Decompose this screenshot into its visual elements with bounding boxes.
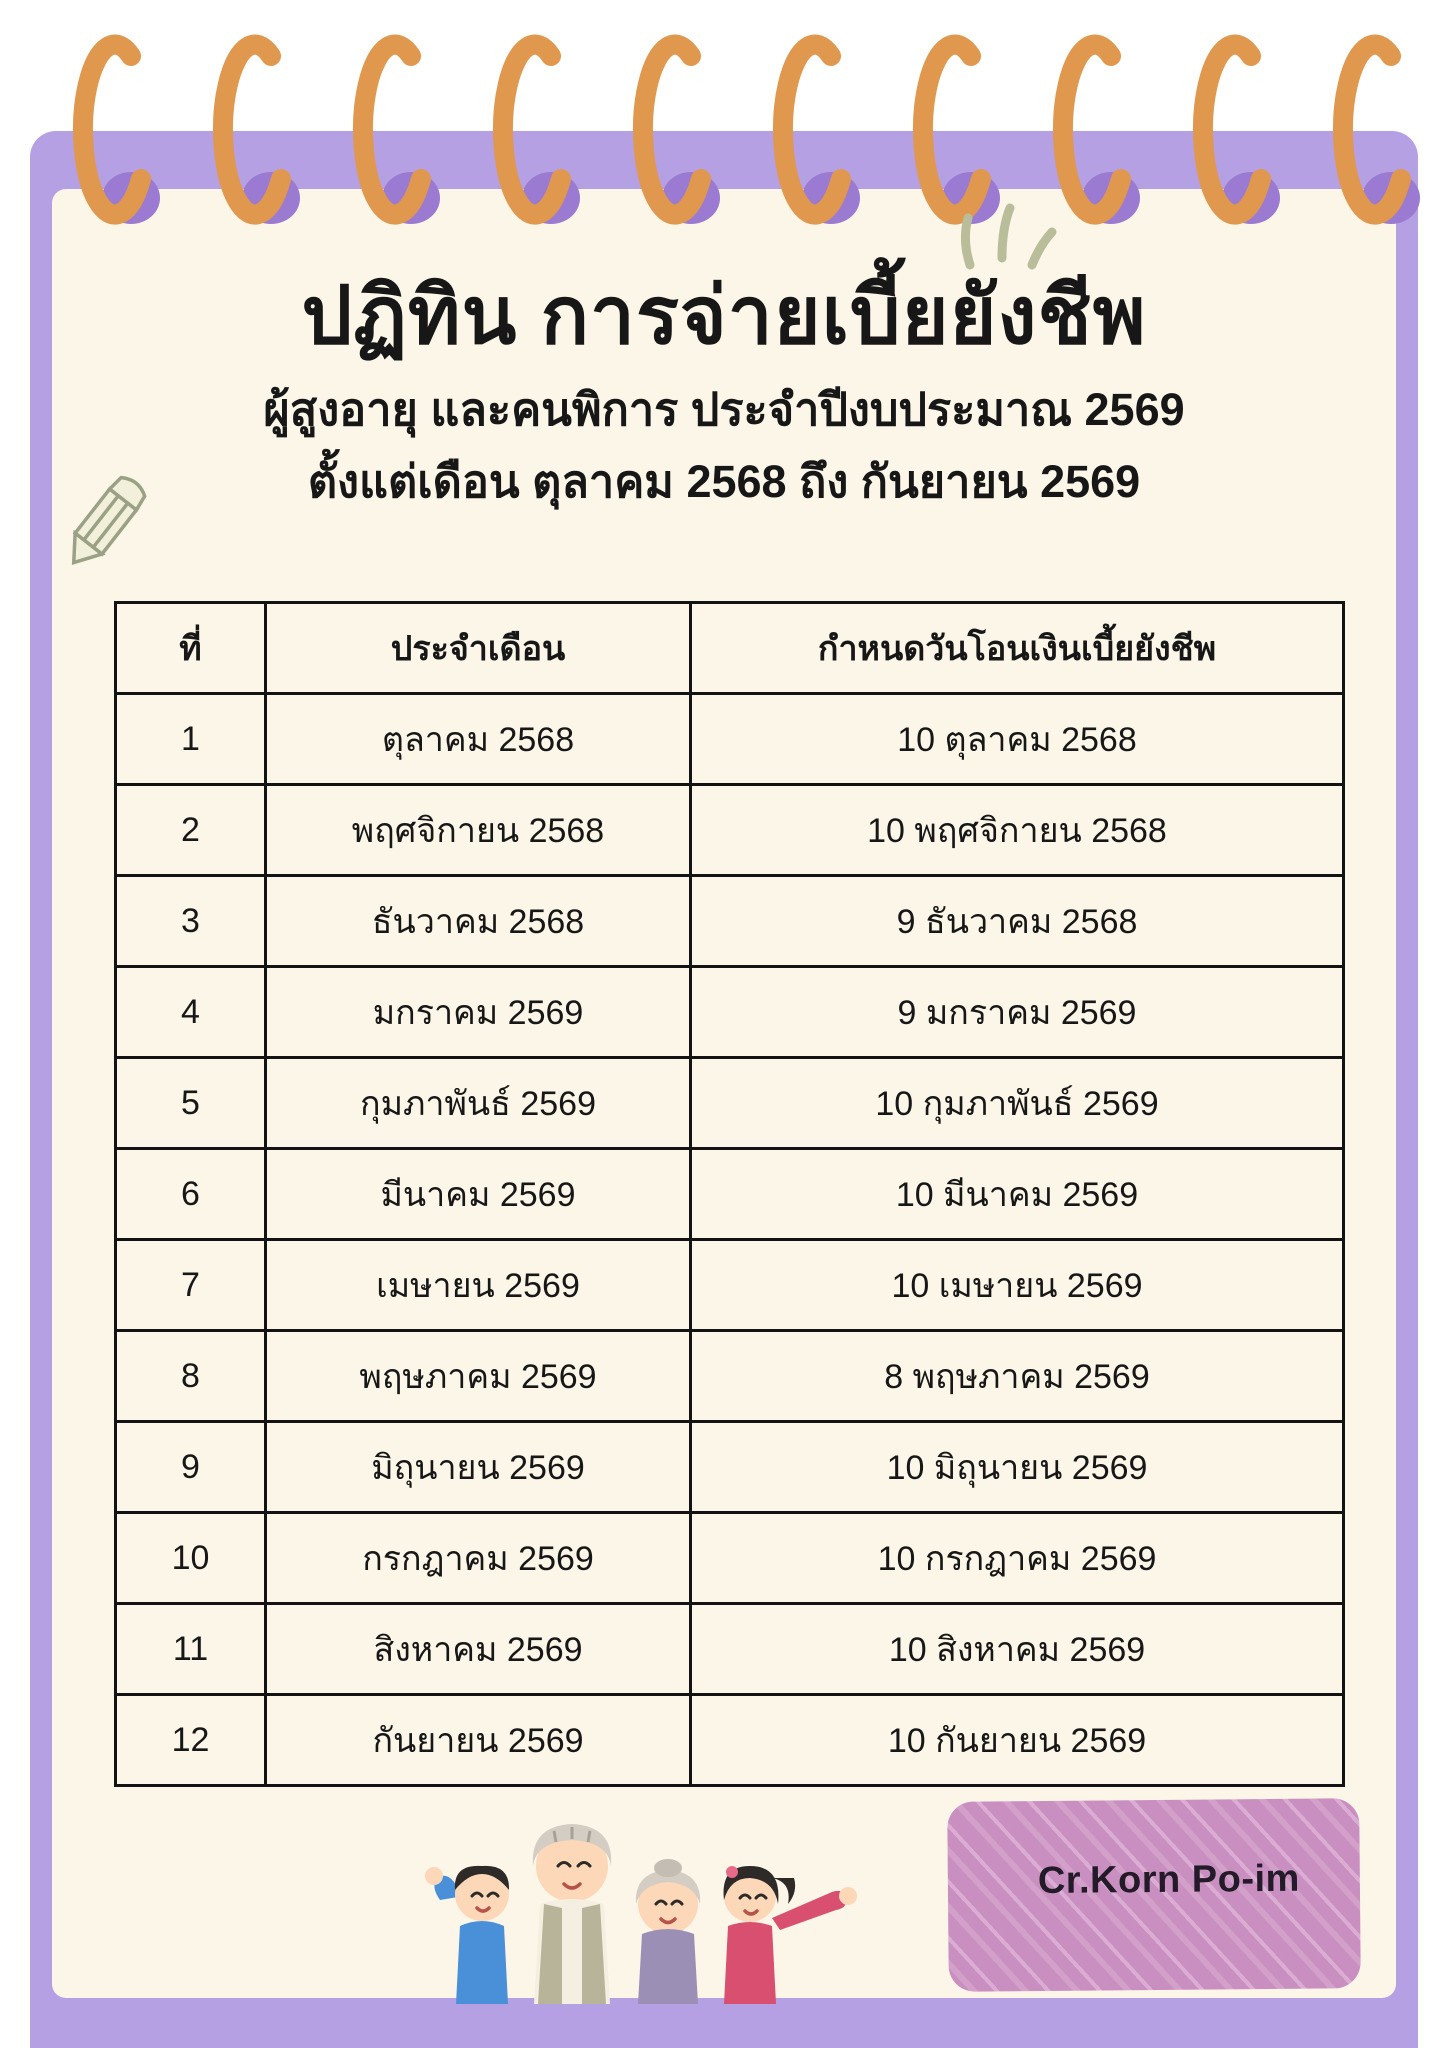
credit-text: Cr.Korn Po-im [1037, 1857, 1301, 1902]
month-cell: มกราคม 2569 [266, 967, 691, 1058]
month-cell: พฤศจิกายน 2568 [266, 785, 691, 876]
month-cell: กันยายน 2569 [266, 1695, 691, 1786]
transfer-date-cell: 9 มกราคม 2569 [691, 967, 1344, 1058]
grandmother-figure [636, 1859, 700, 2004]
transfer-date-cell: 8 พฤษภาคม 2569 [691, 1331, 1344, 1422]
credit-badge [947, 1798, 1361, 1992]
payment-schedule-table [114, 601, 1345, 1787]
girl-figure [724, 1866, 857, 2004]
row-number-cell: 3 [116, 876, 266, 967]
transfer-date-cell: 10 เมษายน 2569 [691, 1240, 1344, 1331]
boy-figure [425, 1866, 509, 2004]
row-number-cell: 1 [116, 694, 266, 785]
transfer-date-cell: 10 กรกฎาคม 2569 [691, 1513, 1344, 1604]
table-row [116, 1058, 1344, 1149]
row-number-cell: 9 [116, 1422, 266, 1513]
month-cell: สิงหาคม 2569 [266, 1604, 691, 1695]
month-cell: ธันวาคม 2568 [266, 876, 691, 967]
row-number-cell: 7 [116, 1240, 266, 1331]
page-title: ปฏิทิน การจ่ายเบี้ยยังชีพ [301, 271, 1147, 360]
row-number-cell: 4 [116, 967, 266, 1058]
transfer-date-cell: 10 กุมภาพันธ์ 2569 [691, 1058, 1344, 1149]
month-cell: กรกฎาคม 2569 [266, 1513, 691, 1604]
row-number-cell: 10 [116, 1513, 266, 1604]
transfer-date-cell: 10 สิงหาคม 2569 [691, 1604, 1344, 1695]
transfer-date-cell: 10 ตุลาคม 2568 [691, 694, 1344, 785]
grandfather-figure [533, 1824, 611, 2004]
table-row [116, 1240, 1344, 1331]
col-header-transfer-date: กำหนดวันโอนเงินเบี้ยยังชีพ [691, 603, 1344, 694]
month-cell: พฤษภาคม 2569 [266, 1331, 691, 1422]
row-number-cell: 5 [116, 1058, 266, 1149]
month-cell: กุมภาพันธ์ 2569 [266, 1058, 691, 1149]
row-number-cell: 12 [116, 1695, 266, 1786]
table-row [116, 694, 1344, 785]
col-header-index: ที่ [116, 603, 266, 694]
month-cell: เมษายน 2569 [266, 1240, 691, 1331]
table-row [116, 1513, 1344, 1604]
transfer-date-cell: 10 กันยายน 2569 [691, 1695, 1344, 1786]
transfer-date-cell: 10 พฤศจิกายน 2568 [691, 785, 1344, 876]
transfer-date-cell: 10 มิถุนายน 2569 [691, 1422, 1344, 1513]
table-row [116, 1149, 1344, 1240]
family-illustration [420, 1808, 900, 2004]
col-header-month: ประจำเดือน [266, 603, 691, 694]
subtitle-line1: ผู้สูงอายุ และคนพิการ ประจำปีงบประมาณ 2569 [263, 384, 1185, 435]
subtitle-line2: ตั้งแต่เดือน ตุลาคม 2568 ถึง กันยายน 2569 [307, 456, 1141, 507]
table-row [116, 1604, 1344, 1695]
table-header-row [116, 603, 1344, 694]
table-row [116, 785, 1344, 876]
row-number-cell: 11 [116, 1604, 266, 1695]
transfer-date-cell: 9 ธันวาคม 2568 [691, 876, 1344, 967]
table-row [116, 967, 1344, 1058]
month-cell: มีนาคม 2569 [266, 1149, 691, 1240]
table-row [116, 1422, 1344, 1513]
row-number-cell: 6 [116, 1149, 266, 1240]
table-row [116, 876, 1344, 967]
spiral-binding-icon [0, 0, 1448, 260]
table-row [116, 1331, 1344, 1422]
row-number-cell: 8 [116, 1331, 266, 1422]
table-row [116, 1695, 1344, 1786]
row-number-cell: 2 [116, 785, 266, 876]
transfer-date-cell: 10 มีนาคม 2569 [691, 1149, 1344, 1240]
month-cell: ตุลาคม 2568 [266, 694, 691, 785]
month-cell: มิถุนายน 2569 [266, 1422, 691, 1513]
